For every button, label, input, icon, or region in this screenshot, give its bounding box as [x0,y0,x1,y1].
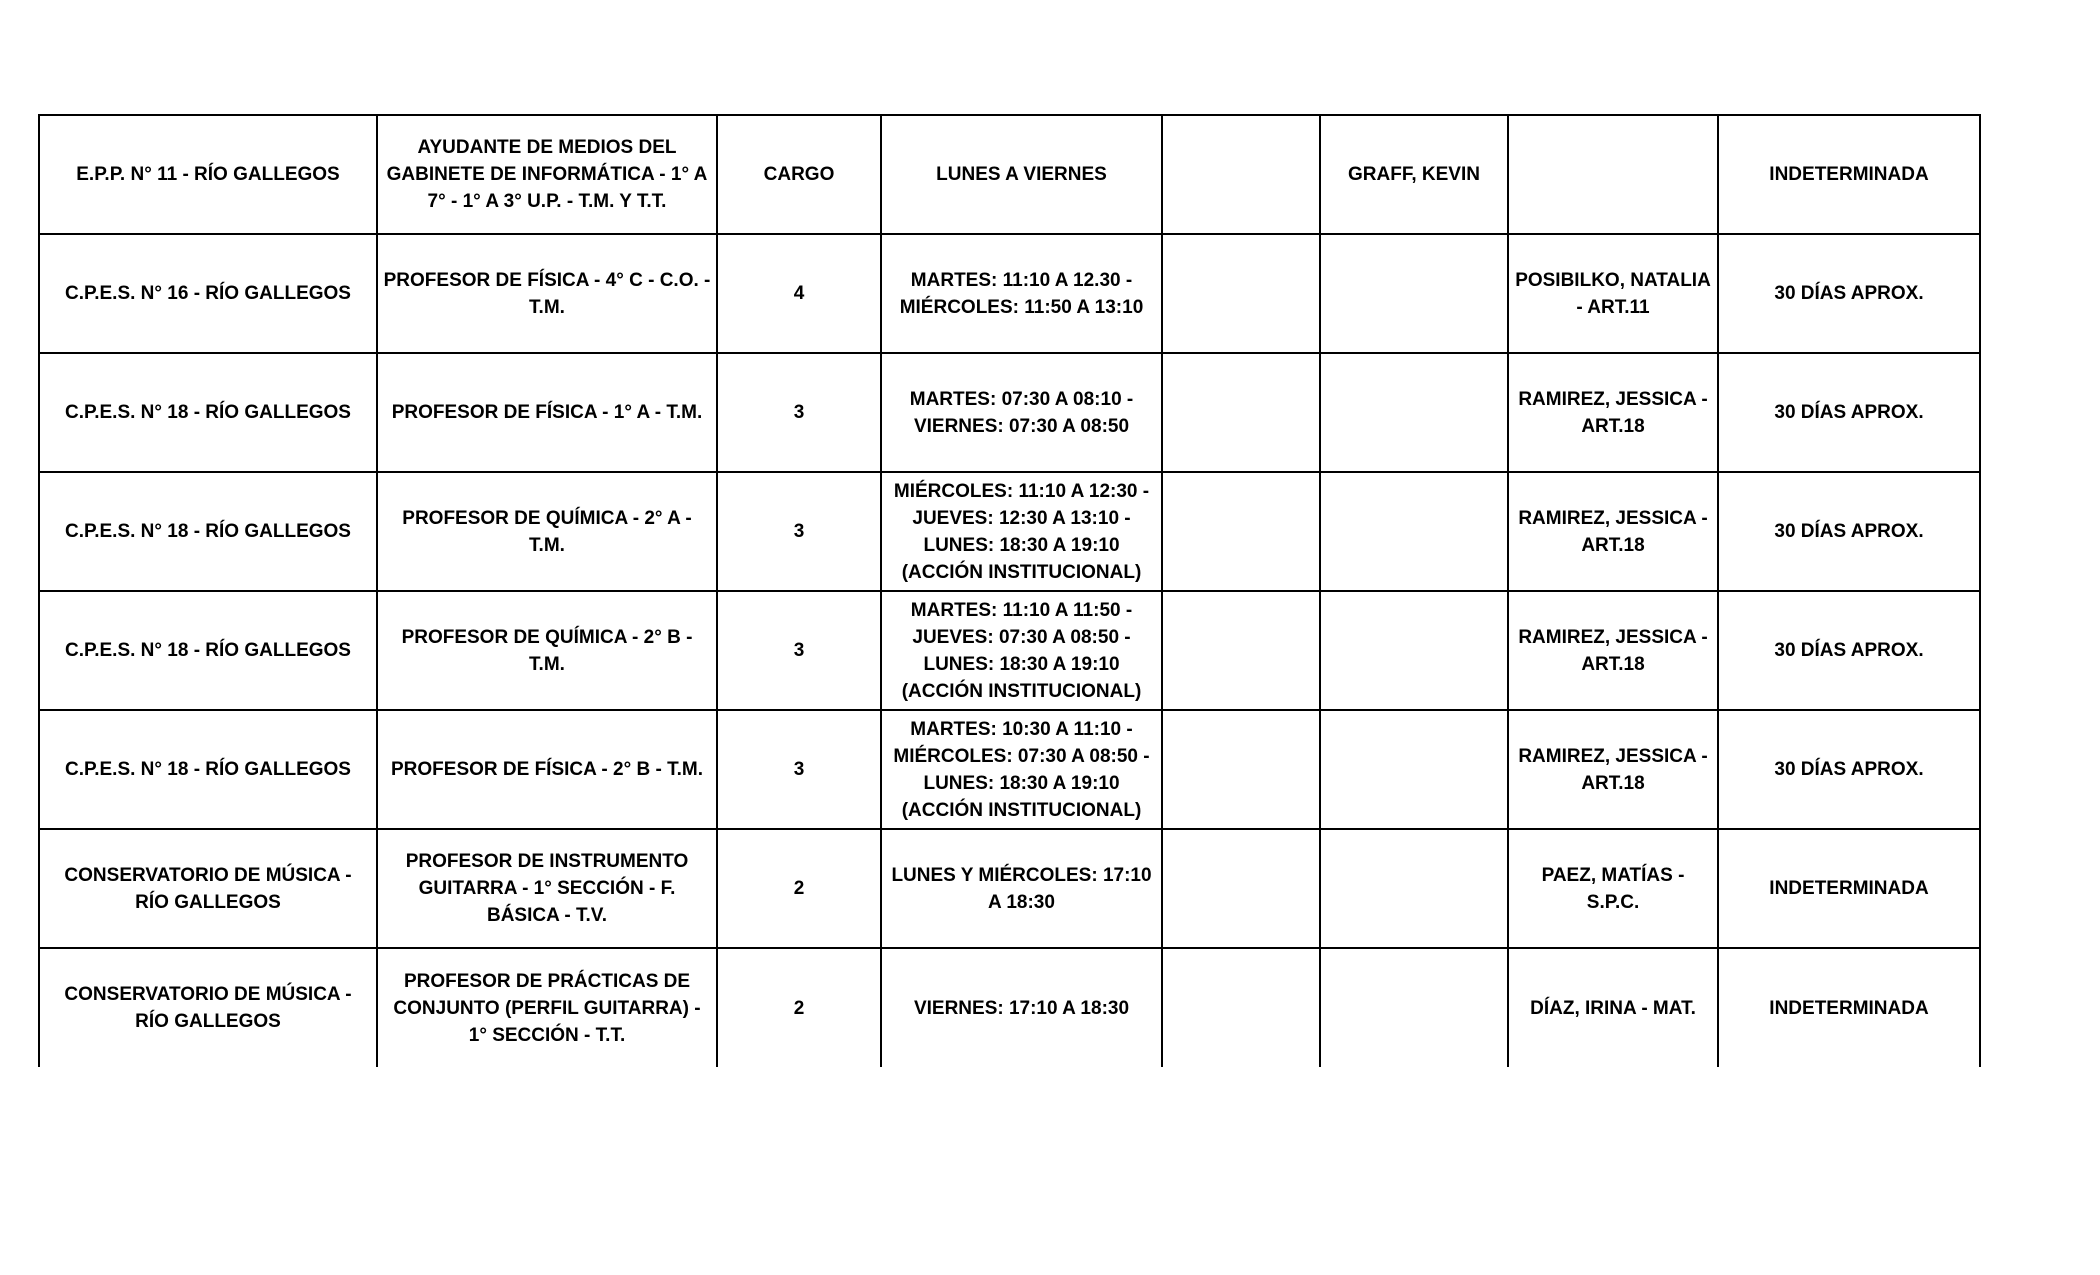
institution-cell: C.P.E.S. N° 16 - RÍO GALLEGOS [39,234,377,353]
assigned-cell [1320,710,1508,829]
assigned-cell [1320,591,1508,710]
holder-cell: RAMIREZ, JESSICA - ART.18 [1508,472,1718,591]
hours-cell: 3 [717,591,881,710]
table-row [39,234,1980,353]
duration-cell: 30 DÍAS APROX. [1718,234,1980,353]
vacancy-table [38,114,1981,1067]
duration-cell: 30 DÍAS APROX. [1718,472,1980,591]
holder-cell [1508,115,1718,234]
table-row [39,829,1980,948]
empty-cell [1162,710,1320,829]
duration-cell: INDETERMINADA [1718,948,1980,1067]
position-cell: PROFESOR DE FÍSICA - 2° B - T.M. [377,710,717,829]
empty-cell [1162,948,1320,1067]
table-row [39,710,1980,829]
duration-cell: INDETERMINADA [1718,829,1980,948]
empty-cell [1162,829,1320,948]
hours-cell: 2 [717,829,881,948]
institution-cell: E.P.P. N° 11 - RÍO GALLEGOS [39,115,377,234]
table-body [39,115,1980,1067]
schedule-cell: MARTES: 11:10 A 12.30 - MIÉRCOLES: 11:50 A 13:10 [881,234,1162,353]
hours-cell: 3 [717,710,881,829]
holder-cell: RAMIREZ, JESSICA - ART.18 [1508,591,1718,710]
position-cell: PROFESOR DE QUÍMICA - 2° A - T.M. [377,472,717,591]
schedule-cell: MARTES: 11:10 A 11:50 - JUEVES: 07:30 A 08:50 - LUNES: 18:30 A 19:10 (ACCIÓN INSTITUCIONAL) [881,591,1162,710]
holder-cell: RAMIREZ, JESSICA - ART.18 [1508,353,1718,472]
table-row [39,948,1980,1067]
hours-cell: 2 [717,948,881,1067]
holder-cell: RAMIREZ, JESSICA - ART.18 [1508,710,1718,829]
duration-cell: 30 DÍAS APROX. [1718,353,1980,472]
table-row [39,353,1980,472]
institution-cell: CONSERVATORIO DE MÚSICA - RÍO GALLEGOS [39,948,377,1067]
empty-cell [1162,115,1320,234]
institution-cell: CONSERVATORIO DE MÚSICA - RÍO GALLEGOS [39,829,377,948]
holder-cell: PAEZ, MATÍAS - S.P.C. [1508,829,1718,948]
table-row [39,472,1980,591]
position-cell: PROFESOR DE FÍSICA - 1° A - T.M. [377,353,717,472]
institution-cell: C.P.E.S. N° 18 - RÍO GALLEGOS [39,472,377,591]
institution-cell: C.P.E.S. N° 18 - RÍO GALLEGOS [39,591,377,710]
hours-cell: 3 [717,472,881,591]
position-cell: PROFESOR DE INSTRUMENTO GUITARRA - 1° SECCIÓN - F. BÁSICA - T.V. [377,829,717,948]
empty-cell [1162,472,1320,591]
empty-cell [1162,353,1320,472]
institution-cell: C.P.E.S. N° 18 - RÍO GALLEGOS [39,710,377,829]
assigned-cell: GRAFF, KEVIN [1320,115,1508,234]
duration-cell: 30 DÍAS APROX. [1718,710,1980,829]
assigned-cell [1320,353,1508,472]
duration-cell: INDETERMINADA [1718,115,1980,234]
hours-cell: 4 [717,234,881,353]
schedule-cell: MARTES: 10:30 A 11:10 - MIÉRCOLES: 07:30 A 08:50 - LUNES: 18:30 A 19:10 (ACCIÓN INSTITUCIONAL) [881,710,1162,829]
assigned-cell [1320,829,1508,948]
hours-cell: 3 [717,353,881,472]
hours-cell: CARGO [717,115,881,234]
schedule-cell: LUNES A VIERNES [881,115,1162,234]
holder-cell: POSIBILKO, NATALIA - ART.11 [1508,234,1718,353]
assigned-cell [1320,948,1508,1067]
schedule-cell: VIERNES: 17:10 A 18:30 [881,948,1162,1067]
schedule-cell: LUNES Y MIÉRCOLES: 17:10 A 18:30 [881,829,1162,948]
schedule-cell: MARTES: 07:30 A 08:10 - VIERNES: 07:30 A 08:50 [881,353,1162,472]
empty-cell [1162,591,1320,710]
duration-cell: 30 DÍAS APROX. [1718,591,1980,710]
position-cell: AYUDANTE DE MEDIOS DEL GABINETE DE INFORMÁTICA - 1° A 7° - 1° A 3° U.P. - T.M. Y T.T. [377,115,717,234]
table-row [39,591,1980,710]
schedule-cell: MIÉRCOLES: 11:10 A 12:30 - JUEVES: 12:30 A 13:10 - LUNES: 18:30 A 19:10 (ACCIÓN INSTITUCIONAL) [881,472,1162,591]
assigned-cell [1320,234,1508,353]
institution-cell: C.P.E.S. N° 18 - RÍO GALLEGOS [39,353,377,472]
table-row [39,115,1980,234]
position-cell: PROFESOR DE QUÍMICA - 2° B - T.M. [377,591,717,710]
holder-cell: DÍAZ, IRINA - MAT. [1508,948,1718,1067]
empty-cell [1162,234,1320,353]
position-cell: PROFESOR DE PRÁCTICAS DE CONJUNTO (PERFIL GUITARRA) - 1° SECCIÓN - T.T. [377,948,717,1067]
position-cell: PROFESOR DE FÍSICA - 4° C - C.O. - T.M. [377,234,717,353]
assigned-cell [1320,472,1508,591]
